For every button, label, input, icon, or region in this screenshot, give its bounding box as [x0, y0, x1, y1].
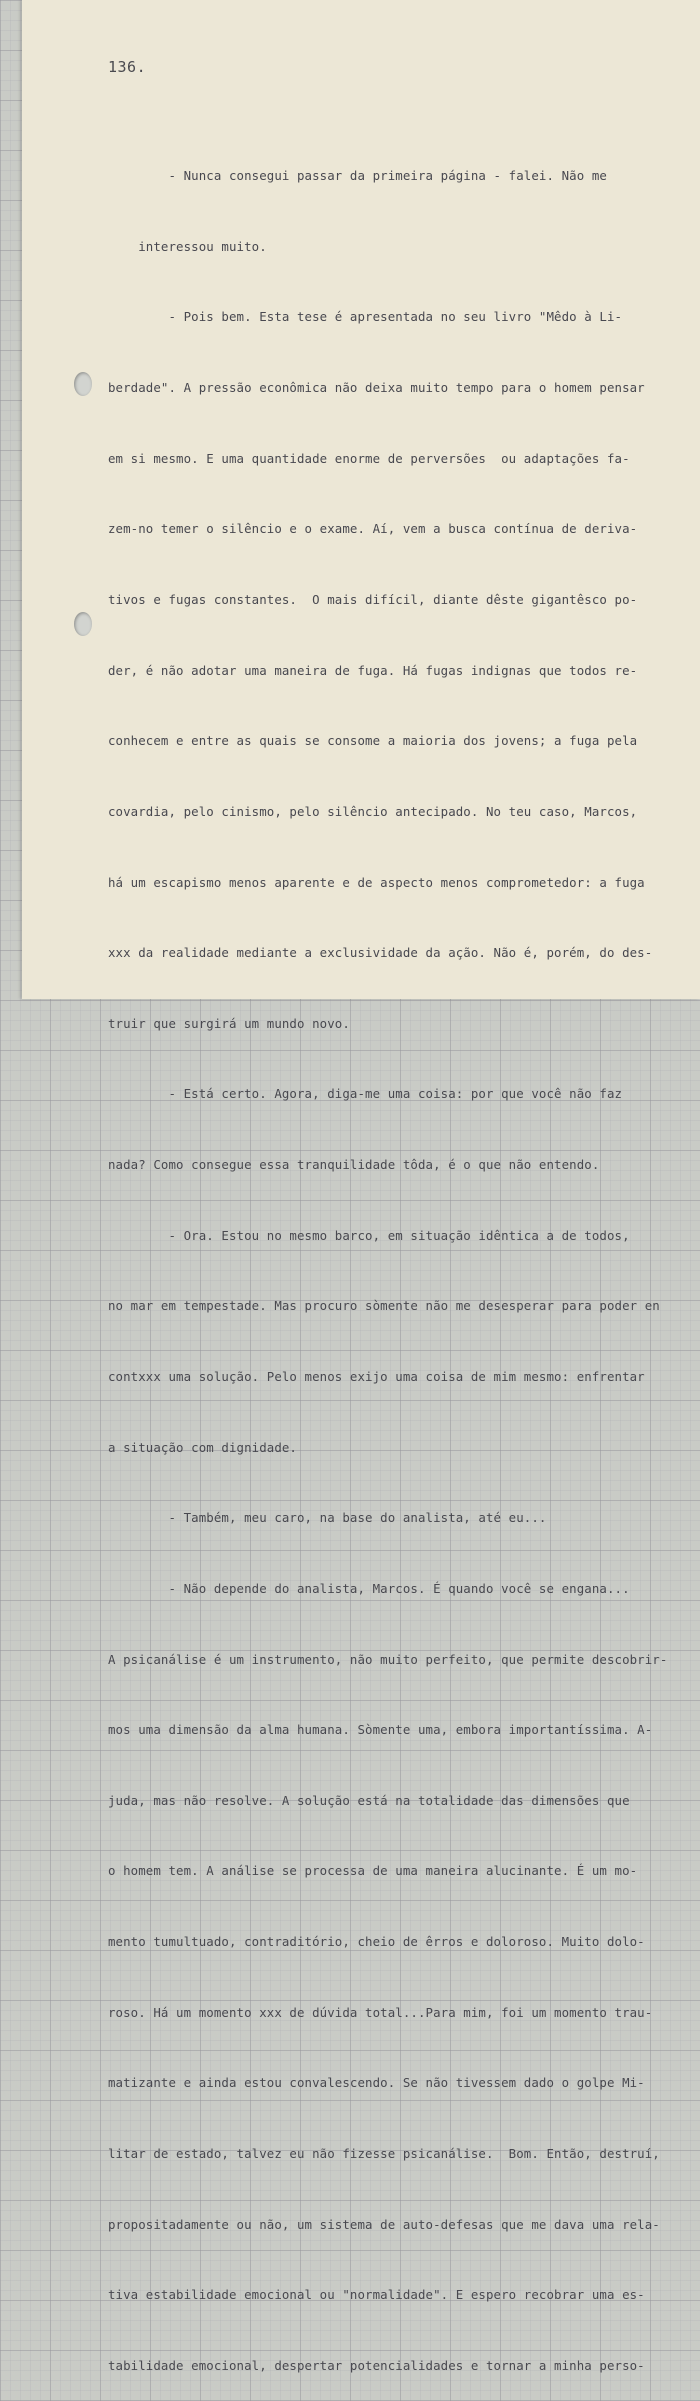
- text-line: - Pois bem. Esta tese é apresentada no seu livro "Mêdo à Li-: [108, 309, 623, 325]
- text-line: conhecem e entre as quais se consome a maioria dos jovens; a fuga pela: [108, 733, 638, 749]
- page-number: 136.: [108, 58, 147, 76]
- text-line: interessou muito.: [108, 238, 267, 254]
- text-line: tabilidade emocional, despertar potencialidades e tornar a minha perso-: [108, 2357, 645, 2373]
- body-text: [108, 117, 668, 2401]
- text-line: contxxx uma solução. Pelo menos exijo uma coisa de mim mesmo: enfrentar: [108, 1368, 645, 1384]
- punch-hole: [74, 612, 92, 636]
- text-line: em si mesmo. E uma quantidade enorme de perversões ou adaptações fa-: [108, 450, 630, 466]
- text-line: o homem tem. A análise se processa de uma maneira alucinante. É um mo-: [108, 1863, 638, 1879]
- text-line: covardia, pelo cinismo, pelo silêncio antecipado. No teu caso, Marcos,: [108, 803, 638, 819]
- text-line: mos uma dimensão da alma humana. Sòmente uma, embora importantíssima. A-: [108, 1722, 653, 1738]
- text-line: propositadamente ou não, um sistema de auto-defesas que me dava uma rela-: [108, 2216, 660, 2232]
- text-line: mento tumultuado, contraditório, cheio de êrros e doloroso. Muito dolo-: [108, 1934, 645, 1950]
- text-line: - Não depende do analista, Marcos. É quando você se engana...: [108, 1580, 630, 1596]
- text-line: a situação com dignidade.: [108, 1439, 297, 1455]
- text-line: litar de estado, talvez eu não fizesse psicanálise. Bom. Então, destruí,: [108, 2146, 660, 2162]
- text-line: A psicanálise é um instrumento, não muito perfeito, que permite descobrir-: [108, 1651, 668, 1667]
- text-line: - Está certo. Agora, diga-me uma coisa: por que você não faz: [108, 1086, 623, 1102]
- text-line: juda, mas não resolve. A solução está na totalidade das dimensões que: [108, 1792, 630, 1808]
- text-line: berdade". A pressão econômica não deixa muito tempo para o homem pensar: [108, 380, 645, 396]
- text-line: nada? Como consegue essa tranquilidade tôda, é o que não entendo.: [108, 1157, 600, 1173]
- text-line: truir que surgirá um mundo novo.: [108, 1015, 350, 1031]
- text-line: matizante e ainda estou convalescendo. Se não tivessem dado o golpe Mi-: [108, 2075, 645, 2091]
- text-line: - Ora. Estou no mesmo barco, em situação idêntica a de todos,: [108, 1227, 630, 1243]
- text-line: - Nunca consegui passar da primeira página - falei. Não me: [108, 168, 607, 184]
- text-line: - Também, meu caro, na base do analista, até eu...: [108, 1510, 547, 1526]
- text-line: xxx da realidade mediante a exclusividade da ação. Não é, porém, do des-: [108, 945, 653, 961]
- text-line: tiva estabilidade emocional ou "normalidade". E espero recobrar uma es-: [108, 2287, 645, 2303]
- punch-hole: [74, 372, 92, 396]
- text-line: tivos e fugas constantes. O mais difícil, diante dêste gigantêsco po-: [108, 591, 638, 607]
- text-line: zem-no temer o silêncio e o exame. Aí, vem a busca contínua de deriva-: [108, 521, 638, 537]
- text-line: der, é não adotar uma maneira de fuga. Há fugas indignas que todos re-: [108, 662, 638, 678]
- text-line: no mar em tempestade. Mas procuro sòmente não me desesperar para poder en: [108, 1298, 660, 1314]
- text-line: roso. Há um momento xxx de dúvida total...Para mim, foi um momento trau-: [108, 2004, 653, 2020]
- text-line: há um escapismo menos aparente e de aspecto menos comprometedor: a fuga: [108, 874, 645, 890]
